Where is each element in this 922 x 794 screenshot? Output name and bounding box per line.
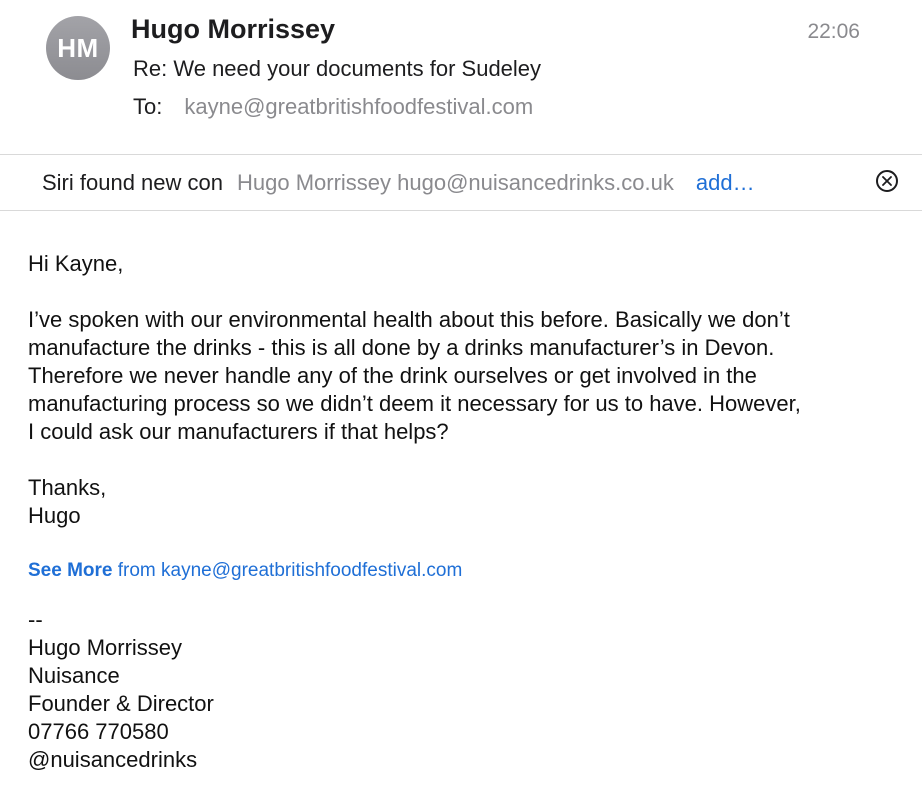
paragraph-line: manufacture the drinks - this is all done by a drinks manufacturer’s in Devon. bbox=[28, 335, 775, 360]
signature-name: Hugo Morrissey bbox=[28, 635, 183, 660]
paragraph-line: Therefore we never handle any of the drink ourselves or get involved in the bbox=[28, 363, 757, 388]
message-body bbox=[0, 250, 922, 774]
email-signature bbox=[28, 606, 894, 774]
siri-suggestion-bar bbox=[0, 155, 922, 211]
signature-company: Nuisance bbox=[28, 663, 120, 688]
siri-suggestion-text: Siri found new con bbox=[42, 169, 223, 195]
see-more-from[interactable]: from kayne@greatbritishfoodfestival.com bbox=[112, 560, 463, 581]
to-label: To: bbox=[133, 94, 163, 119]
siri-suggested-contact: Hugo Morrissey hugo@nuisancedrinks.co.uk bbox=[237, 169, 674, 195]
signature-dashes: -- bbox=[28, 607, 43, 632]
sender-name[interactable]: Hugo Morrissey bbox=[131, 14, 336, 44]
sign-off-name: Hugo bbox=[28, 503, 81, 528]
paragraph-line: manufacturing process so we didn’t deem it necessary for us to have. However, bbox=[28, 391, 801, 416]
close-circle-icon[interactable] bbox=[876, 170, 898, 192]
sign-off bbox=[28, 474, 894, 530]
paragraph-line: I could ask our manufacturers if that helps? bbox=[28, 419, 449, 444]
message-subject: Re: We need your documents for Sudeley bbox=[133, 56, 542, 81]
paragraph-line: I’ve spoken with our environmental health about this before. Basically we don’t bbox=[28, 307, 790, 332]
signature-handle: @nuisancedrinks bbox=[28, 747, 198, 772]
signature-phone[interactable]: 07766 770580 bbox=[28, 719, 169, 744]
message-paragraph bbox=[28, 306, 894, 446]
greeting: Hi Kayne, bbox=[28, 251, 124, 276]
signature-title: Founder & Director bbox=[28, 691, 214, 716]
message-time: 22:06 bbox=[807, 20, 860, 43]
close-x-glyph bbox=[882, 176, 892, 186]
recipient-row bbox=[133, 94, 533, 120]
add-contact-button[interactable]: add… bbox=[695, 169, 755, 195]
avatar[interactable]: HM bbox=[46, 16, 110, 80]
thanks-line: Thanks, bbox=[28, 475, 107, 500]
message-header bbox=[0, 0, 922, 155]
recipient-address[interactable]: kayne@greatbritishfoodfestival.com bbox=[184, 94, 534, 119]
see-more-link[interactable]: See More bbox=[28, 560, 113, 581]
see-more-row bbox=[28, 558, 894, 584]
